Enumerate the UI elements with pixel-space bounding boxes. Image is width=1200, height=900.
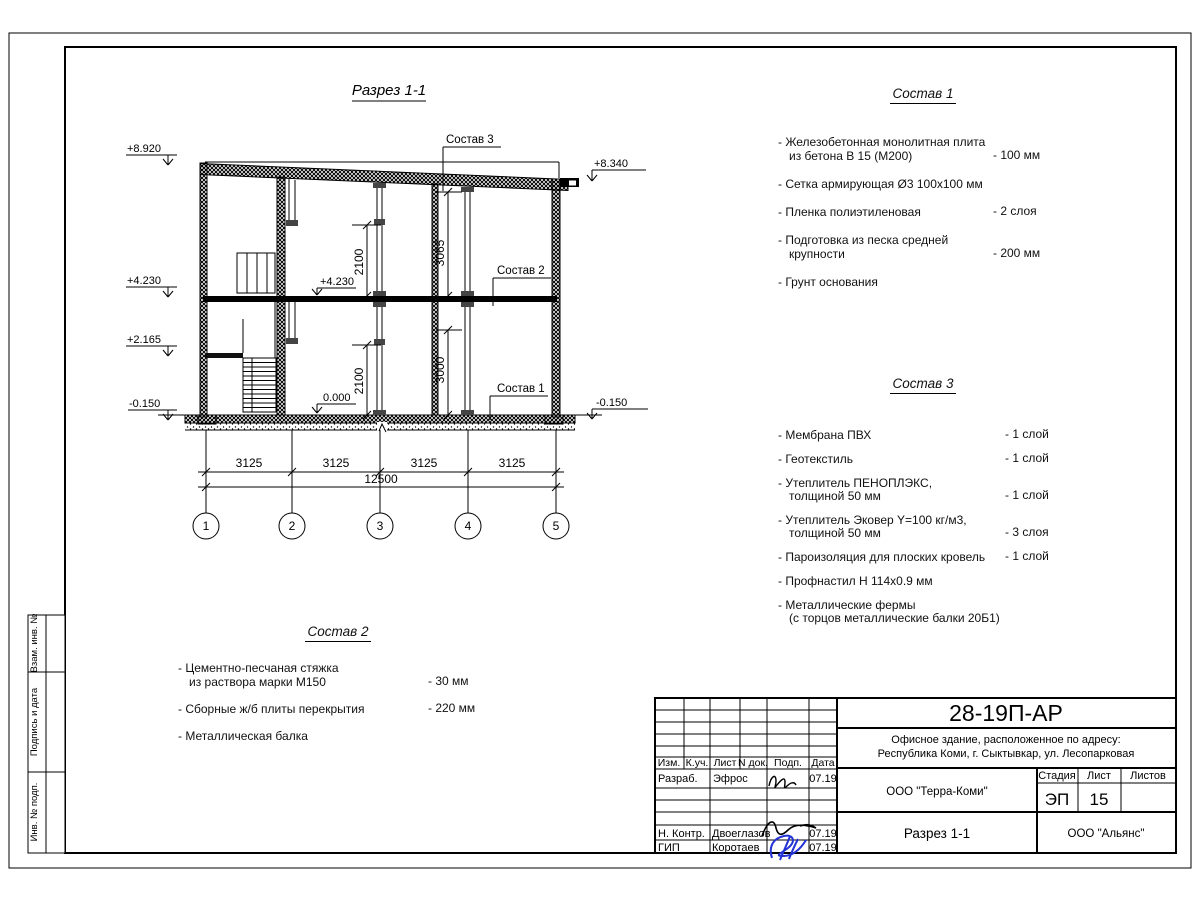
sostav-item: - Утеплитель ПЕНОПЛЭКС, толщиной 50 мм - 1 слой — [778, 476, 1049, 503]
callout-label: Состав 1 — [497, 383, 545, 395]
dim-label: 3065 — [433, 239, 447, 267]
sign-date: 07.19 — [809, 773, 837, 785]
footing-right — [545, 415, 563, 424]
dim-label: 2100 — [352, 367, 366, 395]
sheet-value: 15 — [1089, 790, 1109, 809]
sostav-item-value: - 1 слой — [1005, 451, 1049, 465]
sidebar-cell-label: Инв. № подп. — [29, 782, 40, 842]
stair-landing — [205, 353, 243, 358]
sostav-item: - Мембрана ПВХ - 1 слой — [778, 427, 1049, 442]
doc-number: 28-19П-АР — [949, 700, 1063, 726]
sostav-2-items — [178, 661, 498, 743]
sostav-item-value: - 1 слой — [1005, 549, 1049, 563]
stage-label: Стадия — [1038, 770, 1076, 782]
sign-date: 07.19 — [809, 842, 837, 854]
sheet-label: Лист — [1087, 770, 1111, 782]
stair-balustrade — [237, 253, 275, 293]
project-address-line2: Республика Коми, г. Сыктывкар, ул. Лесопарковая — [877, 748, 1135, 760]
elevation-label: -0.150 — [596, 397, 628, 409]
sostav-item-value: - 100 мм — [993, 148, 1041, 162]
dim-label: 3125 — [498, 456, 526, 470]
sostav-item-value: - 3 слоя — [1005, 525, 1049, 539]
sostav-2-title: Состав 2 — [178, 624, 498, 642]
sheet-title: Разрез 1-1 — [903, 826, 971, 841]
role-label: ГИП — [658, 842, 680, 854]
floor-slab — [203, 296, 557, 302]
ground-slab — [158, 415, 602, 432]
sostav-item-value: - 1 слой — [1005, 488, 1049, 502]
person-name: Эфрос — [713, 773, 748, 785]
role-label: Разраб. — [658, 773, 698, 785]
dim-label: 3125 — [410, 456, 438, 470]
sostav-item: - Сетка армирующая Ø3 100х100 мм — [778, 177, 983, 191]
axis-number: 4 — [464, 519, 472, 533]
sostav-item-value: - 30 мм — [428, 674, 469, 688]
sostav-item: - Железобетонная монолитная плита из бетона В 15 (М200) - 100 мм — [778, 135, 1041, 163]
elevation-label: -0.150 — [129, 398, 161, 410]
axis-number: 3 — [376, 519, 384, 533]
elevation-label: +8.340 — [594, 158, 628, 170]
callout-label: Состав 3 — [446, 134, 494, 146]
sostav-item: - Грунт основания — [778, 275, 878, 289]
sostav-3-list — [778, 376, 1068, 636]
sostav-item: - Пленка полиэтиленовая - 2 слоя — [778, 204, 1037, 219]
col-header: К.уч. — [685, 757, 709, 769]
sostav-item: - Металлические фермы (с торцов металлические балки 20Б1) — [778, 598, 1000, 625]
col-header: Изм. — [657, 757, 681, 769]
sostav-1-list — [778, 86, 1068, 303]
col-header: Дата — [811, 757, 835, 769]
sostav-item: - Металлическая балка — [178, 729, 308, 743]
org-right: ООО "Альянс" — [1067, 828, 1145, 840]
dim-label: 3125 — [235, 456, 263, 470]
elevation-label: +8.920 — [127, 143, 161, 155]
sostav-3-items — [778, 429, 1068, 625]
org-center: ООО "Терра-Коми" — [886, 786, 988, 798]
elevation-label: +4.230 — [127, 275, 161, 287]
sostav-item: - Подготовка из песка средней крупности - 200 мм — [778, 233, 1041, 261]
sign-date: 07.19 — [809, 828, 837, 840]
sidebar-cell-label: Взам. инв. № — [29, 613, 40, 673]
sostav-1-title: Состав 1 — [778, 86, 1068, 104]
person-name: Двоеглазов — [712, 828, 771, 840]
sostav-item-value: - 2 слоя — [993, 204, 1037, 218]
col-header: Лист — [713, 757, 737, 769]
sostav-item-value: - 1 слой — [1005, 427, 1049, 441]
sostav-item: - Профнастил Н 114х0.9 мм — [778, 574, 933, 588]
drawing-title: Разрез 1-1 — [351, 82, 427, 99]
sostav-2-list — [178, 624, 498, 756]
stamp-sidebar — [28, 614, 65, 853]
elevation-label: +2.165 — [127, 334, 161, 346]
elevation-label: 0.000 — [323, 392, 351, 404]
project-address-line1: Офисное здание, расположенное по адресу: — [891, 734, 1121, 746]
title-block — [655, 698, 1176, 860]
dim-label: 3000 — [433, 356, 447, 384]
elevation-label: +4.230 — [320, 276, 354, 288]
footing-left — [198, 415, 216, 424]
wall-axis-1 — [200, 163, 207, 417]
sostav-item: - Геотекстиль - 1 слой — [778, 451, 1049, 466]
person-name: Коротаев — [712, 842, 760, 854]
sostav-3-title: Состав 3 — [778, 376, 1068, 394]
sidebar-cell-label: Подпись и дата — [29, 687, 40, 757]
col-header: Подп. — [774, 757, 802, 769]
sostav-1-items — [778, 135, 1068, 289]
axis-number: 5 — [552, 519, 560, 533]
role-label: Н. Контр. — [658, 828, 705, 840]
sostav-item-value: - 200 мм — [993, 246, 1041, 260]
sheets-label: Листов — [1130, 770, 1166, 782]
col-header: N док. — [738, 757, 768, 769]
axis-number: 1 — [202, 519, 210, 533]
dim-label: 2100 — [352, 248, 366, 276]
sostav-item: - Утеплитель Эковер Y=100 кг/м3, толщиной 50 мм - 3 слоя — [778, 513, 1049, 540]
stage-value: ЭП — [1044, 790, 1070, 809]
axis-number: 2 — [288, 519, 296, 533]
sostav-item-value: - 220 мм — [428, 701, 476, 715]
dim-label: 3125 — [322, 456, 350, 470]
sostav-item: - Пароизоляция для плоских кровель - 1 слой — [778, 549, 1049, 564]
dim-label: 12500 — [364, 472, 398, 486]
sostav-item: - Цементно-песчаная стяжка из раствора марки М150 - 30 мм — [178, 661, 469, 689]
callout-label: Состав 2 — [497, 265, 545, 277]
sostav-item: - Сборные ж/б плиты перекрытия - 220 мм — [178, 701, 476, 716]
